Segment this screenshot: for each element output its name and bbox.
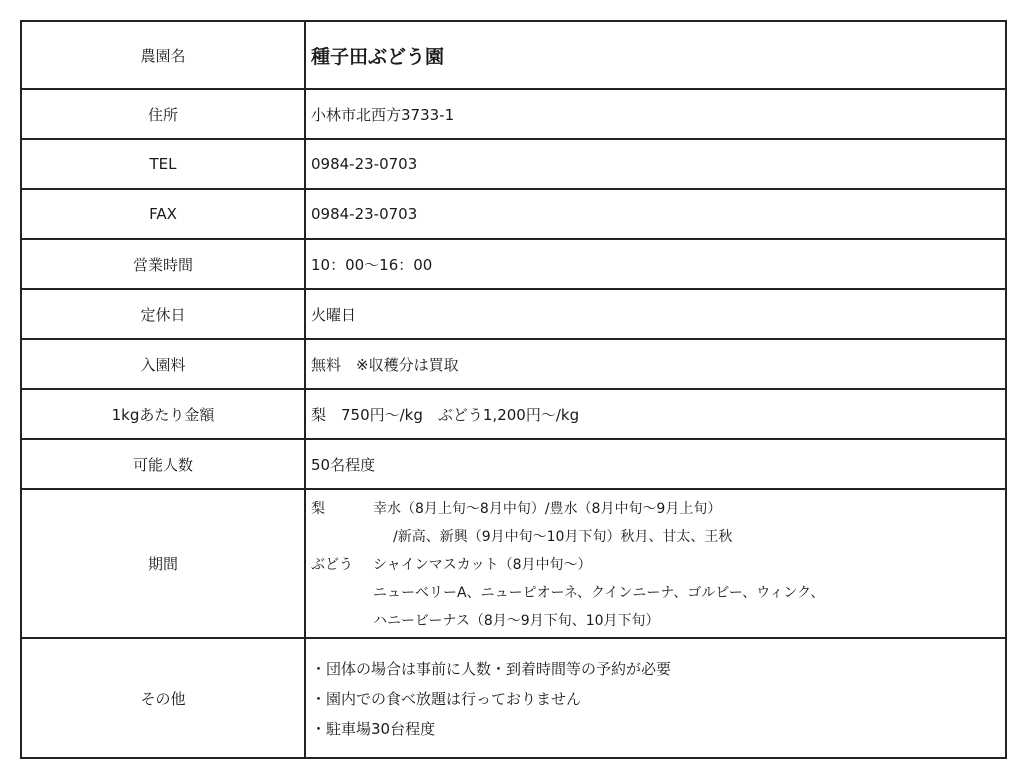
period-line <box>311 494 1005 522</box>
address-value: 小林市北西方3733-1 <box>305 89 1006 139</box>
admission-value: 無料 ※収穫分は買取 <box>305 339 1006 389</box>
closed-day-value: 火曜日 <box>305 289 1006 339</box>
farm-info-table <box>20 20 1007 759</box>
period-text: ハニービーナス（8月〜9月下旬、10月下旬） <box>373 612 660 629</box>
period-line <box>311 522 1005 550</box>
period-text: シャインマスカット（8月中旬〜） <box>373 556 592 573</box>
other-label: その他 <box>21 638 305 758</box>
fax-label: FAX <box>21 189 305 239</box>
closed-day-label: 定休日 <box>21 289 305 339</box>
row-hours <box>21 239 1006 289</box>
period-fruit: ぶどう <box>311 556 353 573</box>
period-line <box>311 578 1005 606</box>
address-label: 住所 <box>21 89 305 139</box>
period-line <box>311 550 1005 578</box>
fax-value: 0984-23-0703 <box>305 189 1006 239</box>
row-capacity <box>21 439 1006 489</box>
row-farm-name <box>21 21 1006 89</box>
capacity-label: 可能人数 <box>21 439 305 489</box>
capacity-value: 50名程度 <box>305 439 1006 489</box>
period-line <box>311 606 1005 634</box>
row-admission <box>21 339 1006 389</box>
row-address <box>21 89 1006 139</box>
period-fruit: 梨 <box>311 500 325 517</box>
other-line: ・園内での食べ放題は行っておりません <box>311 689 582 708</box>
row-fax <box>21 189 1006 239</box>
period-value <box>305 489 1006 638</box>
hours-value: 10：00〜16：00 <box>305 239 1006 289</box>
row-closed-day <box>21 289 1006 339</box>
row-price <box>21 389 1006 439</box>
period-text: 幸水（8月上旬〜8月中旬）/豊水（8月中旬〜9月上旬） <box>373 500 722 517</box>
admission-label: 入園料 <box>21 339 305 389</box>
price-label: 1kgあたり金額 <box>21 389 305 439</box>
row-other <box>21 638 1006 758</box>
period-text: /新高、新興（9月中旬〜10月下旬）秋月、甘太、王秋 <box>393 528 733 545</box>
other-line: ・駐車場30台程度 <box>311 719 436 738</box>
tel-value: 0984-23-0703 <box>305 139 1006 189</box>
hours-label: 営業時間 <box>21 239 305 289</box>
farm-name-label: 農園名 <box>21 21 305 89</box>
price-value: 梨 750円〜/kg ぶどう1,200円〜/kg <box>305 389 1006 439</box>
farm-name-value: 種子田ぶどう園 <box>305 21 1006 89</box>
period-label: 期間 <box>21 489 305 638</box>
other-line: ・団体の場合は事前に人数・到着時間等の予約が必要 <box>311 659 672 678</box>
row-period <box>21 489 1006 638</box>
period-text: ニューベリーA、ニューピオーネ、クインニーナ、ゴルビー、ウィンク、 <box>373 584 825 601</box>
row-tel <box>21 139 1006 189</box>
other-value <box>305 638 1006 758</box>
tel-label: TEL <box>21 139 305 189</box>
